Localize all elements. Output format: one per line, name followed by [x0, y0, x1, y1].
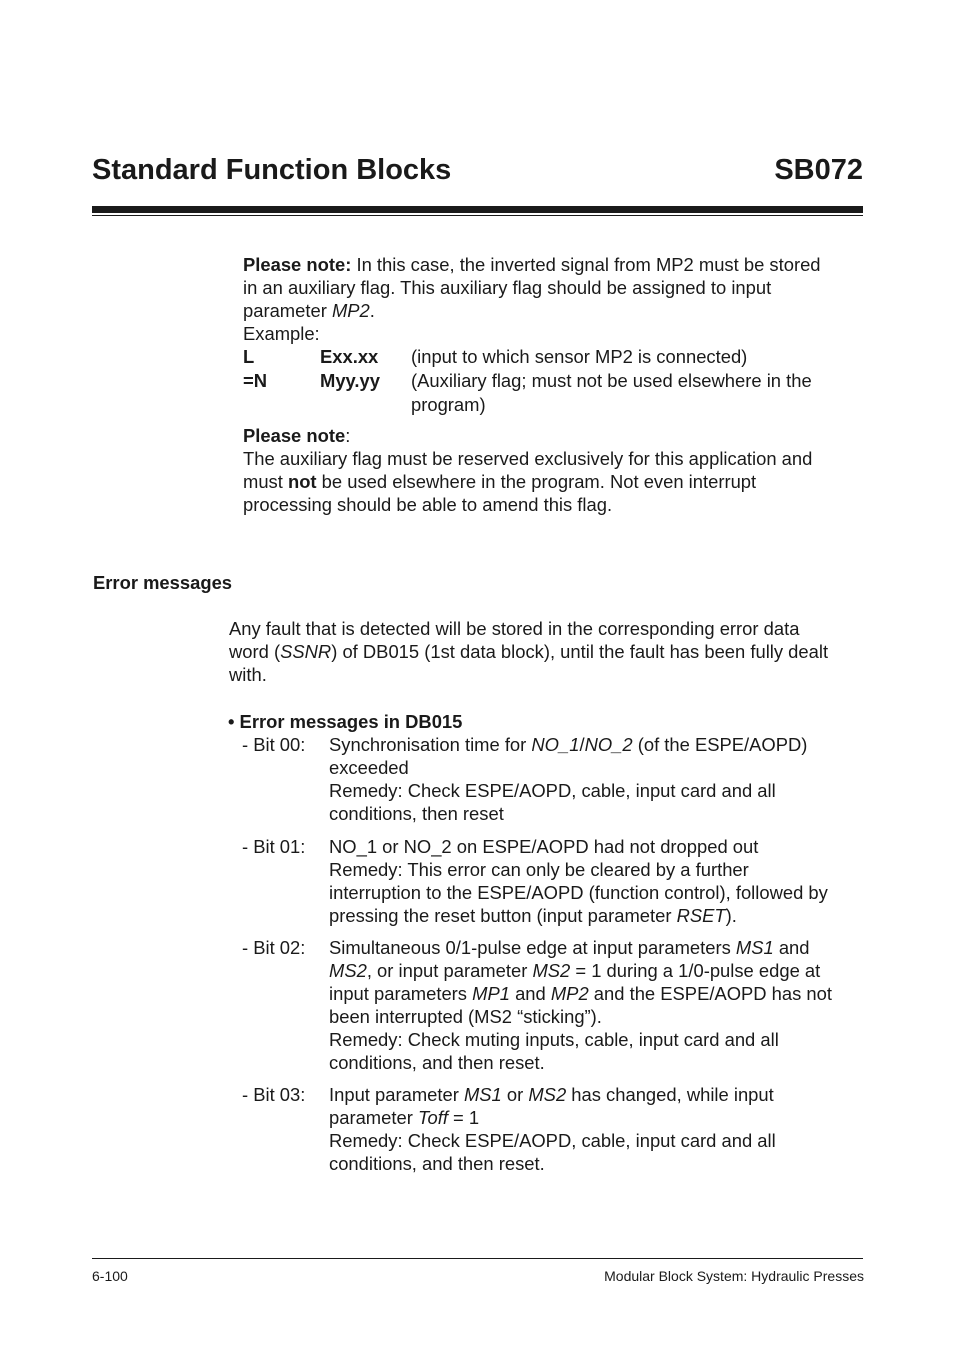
param-name: MP1 [472, 983, 510, 1004]
bit-text: input parameters [329, 983, 473, 1004]
page-title: Standard Function Blocks [92, 154, 452, 186]
note-block-2 [243, 424, 863, 516]
param-name: RSET [676, 905, 726, 926]
bit-remedy: Remedy: This error can only be cleared by a further [329, 859, 749, 880]
bit-line: NO_1 or NO_2 on ESPE/AOPD had not dropped out [329, 836, 759, 857]
page-number: 6-100 [92, 1268, 128, 1284]
bit-02-description [329, 936, 859, 1074]
param-name: SSNR [280, 641, 332, 662]
bit-text: pressing the reset button (input parameter [329, 905, 677, 926]
note-line-2: The auxiliary flag must be reserved exclusively for this application and [243, 448, 813, 469]
bit-line: conditions, then reset [329, 803, 504, 824]
bit-text: (of the ESPE/AOPD) [632, 734, 808, 755]
code-operand: Exx.xx [320, 346, 379, 367]
intro-line: Any fault that is detected will be stored in the corresponding error data [229, 618, 800, 639]
example-label: Example: [243, 323, 320, 344]
bit-text: / [579, 734, 585, 755]
bit-text: has changed, while input [566, 1084, 774, 1105]
param-name: NO_1 [531, 734, 580, 755]
code-op: L [243, 346, 255, 367]
param-name: MP2 [331, 300, 370, 321]
bit-label: - Bit 03: [242, 1084, 306, 1105]
bit-01-description [329, 835, 859, 927]
bit-remedy: Remedy: Check ESPE/AOPD, cable, input card and all [329, 780, 776, 801]
block-code: SB072 [774, 154, 863, 186]
note-line-2: in an auxiliary flag. This auxiliary flag should be assigned to input [243, 277, 772, 298]
param-name: Toff [417, 1107, 448, 1128]
emphasis: not [287, 471, 317, 492]
note-line-4: processing should be able to amend this flag. [243, 494, 613, 515]
bit-text: ). [725, 905, 737, 926]
param-name: MP2 [550, 983, 589, 1004]
param-name: MS2 [528, 1084, 567, 1105]
footer-title: Modular Block System: Hydraulic Presses [604, 1268, 864, 1284]
bit-text: and the ESPE/AOPD has not [588, 983, 832, 1004]
bit-remedy: Remedy: Check muting inputs, cable, input card and all [329, 1029, 779, 1050]
note-text: must [243, 471, 288, 492]
note-block-1 [243, 253, 863, 345]
bit-text: parameter [329, 1107, 418, 1128]
note-text: parameter [243, 300, 332, 321]
bit-text: = 1 during a 1/0-pulse edge at [570, 960, 821, 981]
bit-text: = 1 [447, 1107, 480, 1128]
param-name: MS2 [329, 960, 367, 981]
bit-label: - Bit 02: [242, 937, 306, 958]
bit-line: exceeded [329, 757, 409, 778]
bit-text: Input parameter [329, 1084, 464, 1105]
bullet-heading: • Error messages in DB015 [228, 711, 463, 732]
code-comment: (Auxiliary flag; must not be used elsewhere in the [411, 370, 812, 391]
note-line-3 [243, 299, 863, 322]
bit-text: and [509, 983, 551, 1004]
note-line-3 [243, 470, 863, 493]
param-name: MS1 [463, 1084, 502, 1105]
bit-line: been interrupted (MS2 “sticking”). [329, 1006, 602, 1027]
bit-line: interruption to the ESPE/AOPD (function control), followed by [329, 882, 828, 903]
bit-text: and [773, 937, 810, 958]
bit-text: Synchronisation time for [329, 734, 532, 755]
section-heading: Error messages [93, 572, 233, 593]
bit-text: Simultaneous 0/1-pulse edge at input parameters [329, 937, 736, 958]
note-line-1 [243, 424, 863, 447]
footer-rule [92, 1258, 863, 1259]
bit-label: - Bit 00: [242, 734, 306, 755]
code-operand: Myy.yy [320, 370, 380, 391]
code-comment: program) [411, 394, 486, 415]
header-rule-thin [92, 215, 863, 216]
header-rule-thick [92, 206, 863, 213]
intro-line [229, 640, 859, 663]
note-text: : [345, 425, 351, 446]
bit-00-description [329, 733, 859, 825]
bit-text: , or input parameter [366, 960, 533, 981]
bit-remedy: Remedy: Check ESPE/AOPD, cable, input card and all [329, 1130, 776, 1151]
param-name: MS2 [532, 960, 571, 981]
error-intro [229, 617, 859, 686]
param-name: NO_2 [584, 734, 633, 755]
note-text: . [369, 300, 375, 321]
intro-text: word ( [229, 641, 281, 662]
bit-line: conditions, and then reset. [329, 1052, 545, 1073]
note-label: Please note [243, 425, 346, 446]
code-op: =N [243, 370, 268, 391]
note-text: be used elsewhere in the program. Not even interrupt [316, 471, 757, 492]
note-text: In this case, the inverted signal from MP2 must be stored [351, 254, 821, 275]
note-label: Please note: [243, 254, 352, 275]
note-line-1 [243, 253, 863, 276]
bit-text: or [501, 1084, 529, 1105]
intro-text: ) of DB015 (1st data block), until the fault has been fully dealt [331, 641, 829, 662]
param-name: MS1 [735, 937, 774, 958]
bit-label: - Bit 01: [242, 836, 306, 857]
bit-line: conditions, and then reset. [329, 1153, 545, 1174]
intro-line: with. [229, 664, 267, 685]
code-comment: (input to which sensor MP2 is connected) [411, 346, 748, 367]
bit-03-description [329, 1083, 859, 1175]
